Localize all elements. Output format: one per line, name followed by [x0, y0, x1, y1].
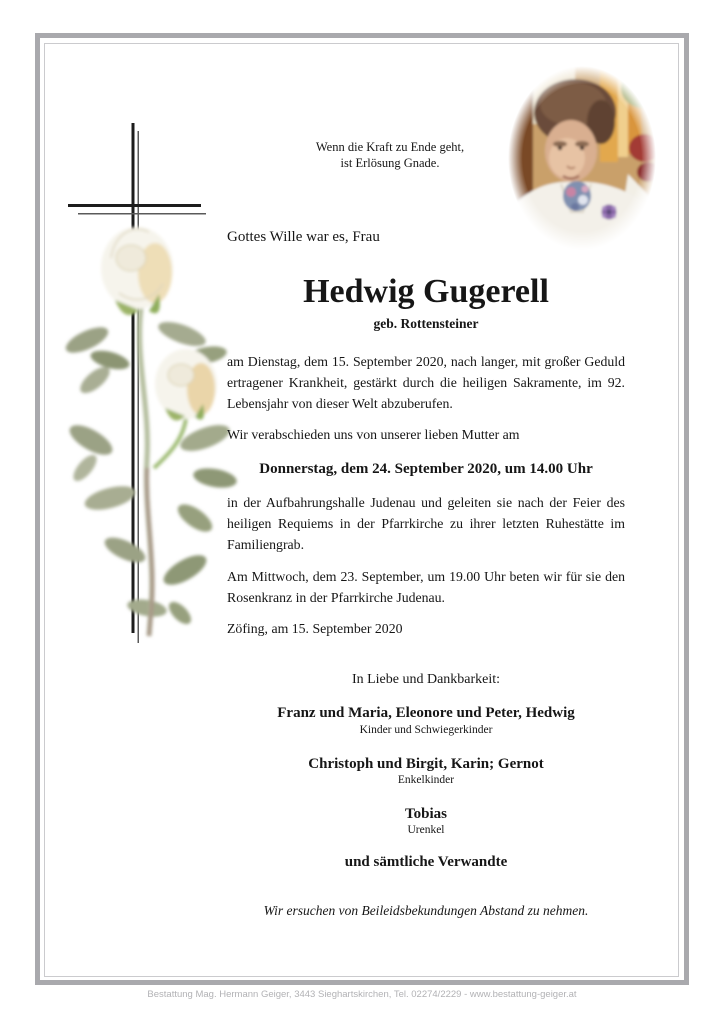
mourning-closing: und sämtliche Verwandte	[344, 854, 508, 870]
maiden-name: geb. Rottensteiner	[373, 316, 479, 331]
mourner-group-relation: Urenkel	[407, 824, 445, 836]
mourner-group-relation: Kinder und Schwiegerkinder	[359, 724, 493, 736]
mourner-group-names: Franz und Maria, Eleonore und Peter, Hedwig	[277, 705, 575, 721]
quote-line-2: ist Erlösung Gnade.	[340, 156, 440, 170]
memorial-quote	[295, 139, 485, 171]
mourner-group-relation: Enkelkinder	[397, 774, 455, 786]
funeral-datetime: Donnerstag, dem 24. September 2020, um 14.00 Uhr	[259, 461, 593, 477]
mourner-group-names: Tobias	[405, 806, 447, 822]
memorial-cross-and-roses-graphic	[55, 108, 245, 653]
intro-line: Gottes Wille war es, Frau	[227, 229, 380, 245]
deceased-name: Hedwig Gugerell	[303, 273, 549, 310]
mourner-group-names: Christoph und Birgit, Karin; Gernot	[308, 756, 544, 772]
place-and-date: Zöfing, am 15. September 2020	[227, 621, 403, 636]
death-notice-paragraph: am Dienstag, dem 15. September 2020, nach langer, mit großer Geduld ertragener Krankheit, gestärkt durch die heiligen Sakramente, im 92. Lebensjahr von dieser Welt abzuberufen.	[227, 354, 625, 411]
rosary-notice-paragraph: Am Mittwoch, dem 23. September, um 19.00 Uhr beten wir für sie den Rosenkranz in der Pfarrkirche Judenau.	[227, 569, 625, 605]
farewell-intro: Wir verabschieden uns von unserer lieben Mutter am	[227, 427, 520, 442]
funeral-home-footer: Bestattung Mag. Hermann Geiger, 3443 Sieghartskirchen, Tel. 02274/2229 - www.bestattung-geiger.at	[147, 989, 577, 1000]
white-roses-icon	[62, 227, 238, 636]
mourning-heading: In Liebe und Dankbarkeit:	[351, 672, 501, 687]
portrait-photo	[505, 62, 660, 252]
condolence-note: Wir ersuchen von Beileidsbekundungen Abstand zu nehmen.	[263, 903, 589, 918]
quote-line-1: Wenn die Kraft zu Ende geht,	[315, 140, 465, 154]
funeral-details-paragraph: in der Aufbahrungshalle Judenau und geleiten sie nach der Feier des heiligen Requiems in der Pfarrkirche zu ihrer letzten Ruhestätte im Familiengrab.	[227, 495, 625, 552]
